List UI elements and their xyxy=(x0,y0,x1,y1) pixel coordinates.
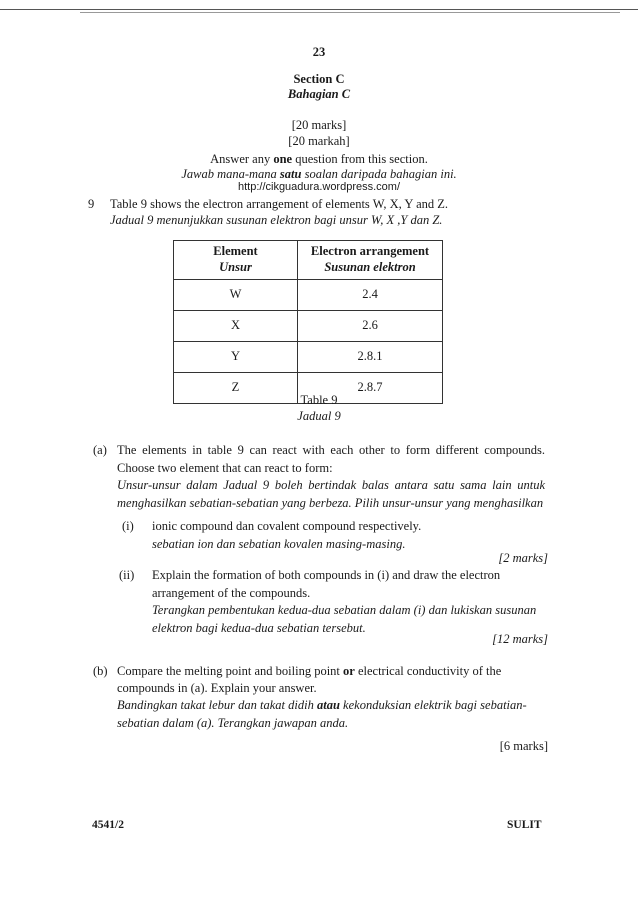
table-row xyxy=(174,311,443,342)
footer-code: 4541/2 xyxy=(92,819,124,831)
question-stem: Table 9 shows the electron arrangement of elements W, X, Y and Z. xyxy=(110,197,449,211)
instruction-ms-bold: satu xyxy=(279,167,302,181)
top-rule-secondary xyxy=(80,12,620,13)
part-b-label: (b) xyxy=(93,664,108,678)
table-header-row xyxy=(174,241,443,280)
instruction-ms-pre: Jawab mana-mana xyxy=(181,167,280,181)
part-b-line1-bold: or xyxy=(343,664,355,678)
element-cell: X xyxy=(174,311,298,342)
question-stem-ms: Jadual 9 menunjukkan susunan elektron bagi unsur W, X ,Y dan Z. xyxy=(110,213,443,227)
question-number: 9 xyxy=(88,197,95,211)
arrangement-cell: 2.6 xyxy=(298,311,443,342)
arrangement-cell: 2.4 xyxy=(298,280,443,311)
part-a-ii-marks: [12 marks] xyxy=(492,632,548,646)
part-a-ii-label: (ii) xyxy=(119,568,135,582)
part-b-marks: [6 marks] xyxy=(499,739,548,753)
table-row xyxy=(174,280,443,311)
header-element-label: Element xyxy=(213,244,258,259)
part-b-text xyxy=(117,664,547,732)
section-title-ms: Bahagian C xyxy=(287,87,351,101)
header-arrangement-label: Electron arrangement xyxy=(310,244,430,259)
part-b-line1-post: electrical conductivity of the xyxy=(354,664,502,678)
table-caption: Table 9 xyxy=(300,393,338,407)
part-a-ii-line4-ms: elektron bagi kedua-dua sebatian tersebut. xyxy=(152,620,366,635)
instruction-text-bold: one xyxy=(273,152,293,166)
part-a-i-line1: ionic compound dan covalent compound respectively. xyxy=(152,519,422,533)
part-a-i-text xyxy=(152,519,542,552)
section-marks: [20 marks] xyxy=(291,118,347,132)
instruction-text-post: question from this section. xyxy=(292,152,428,166)
header-arrangement-label-ms: Susunan elektron xyxy=(324,260,416,274)
arrangement-cell: 2.8.7 xyxy=(298,373,443,404)
footer-status: SULIT xyxy=(507,819,542,831)
page-number: 23 xyxy=(312,45,326,59)
instruction xyxy=(0,152,638,168)
part-a-i-marks: [2 marks] xyxy=(498,551,548,565)
element-cell: Y xyxy=(174,342,298,373)
section-marks-ms: [20 markah] xyxy=(288,134,350,148)
element-cell: W xyxy=(174,280,298,311)
part-a-ii-line1: Explain the formation of both compounds in (i) and draw the electron xyxy=(152,568,501,582)
part-b-line3-ms-pre: Bandingkan takat lebur dan takat didih xyxy=(117,698,317,713)
section-title: Section C xyxy=(293,72,345,86)
table-row xyxy=(174,342,443,373)
part-a-ii-line2: arrangement of the compounds. xyxy=(152,585,311,600)
header-element-label-ms: Unsur xyxy=(219,260,252,274)
table-9 xyxy=(173,240,443,404)
part-a-ii-text xyxy=(152,568,542,637)
header-element xyxy=(174,241,298,280)
part-b-line3-ms-bold: atau xyxy=(316,698,340,713)
part-a-label: (a) xyxy=(93,443,107,457)
part-b-line3-ms-post: kekonduksian elektrik bagi sebatian- xyxy=(339,698,527,713)
part-b-line2: compounds in (a). Explain your answer. xyxy=(117,680,317,695)
instruction-ms-post: soalan daripada bahagian ini. xyxy=(301,167,457,181)
watermark-url[interactable]: http://cikguadura.wordpress.com/ xyxy=(237,181,401,193)
part-a-i-label: (i) xyxy=(122,519,134,533)
part-a-line1: The elements in table 9 can react with each other to form different compounds. xyxy=(117,443,545,457)
part-a-line4-ms: menghasilkan sebatian-sebatian yang berbeza. Pilih unsur-unsur yang menghasilkan xyxy=(117,495,544,510)
part-b-line1-pre: Compare the melting point and boiling point xyxy=(117,664,344,678)
table-caption-ms: Jadual 9 xyxy=(297,409,341,423)
arrangement-cell: 2.8.1 xyxy=(298,342,443,373)
header-arrangement xyxy=(298,241,443,280)
part-b-line4-ms: sebatian dalam (a). Terangkan jawapan anda. xyxy=(117,715,349,730)
part-b-line1 xyxy=(117,664,547,680)
part-a-text xyxy=(117,443,545,512)
instruction-text-pre: Answer any xyxy=(210,152,274,166)
top-rule xyxy=(0,9,638,10)
part-b-line3-ms xyxy=(117,698,547,714)
part-a-line3-ms: Unsur-unsur dalam Jadual 9 boleh bertindak balas antara satu sama lain untuk xyxy=(117,478,545,493)
part-a-line2: Choose two element that can react to form: xyxy=(117,460,333,475)
element-cell: Z xyxy=(174,373,298,404)
part-a-ii-line3-ms: Terangkan pembentukan kedua-dua sebatian dalam (i) dan lukiskan susunan xyxy=(152,603,537,618)
part-a-i-line2-ms: sebatian ion dan sebatian kovalen masing-masing. xyxy=(152,536,406,551)
